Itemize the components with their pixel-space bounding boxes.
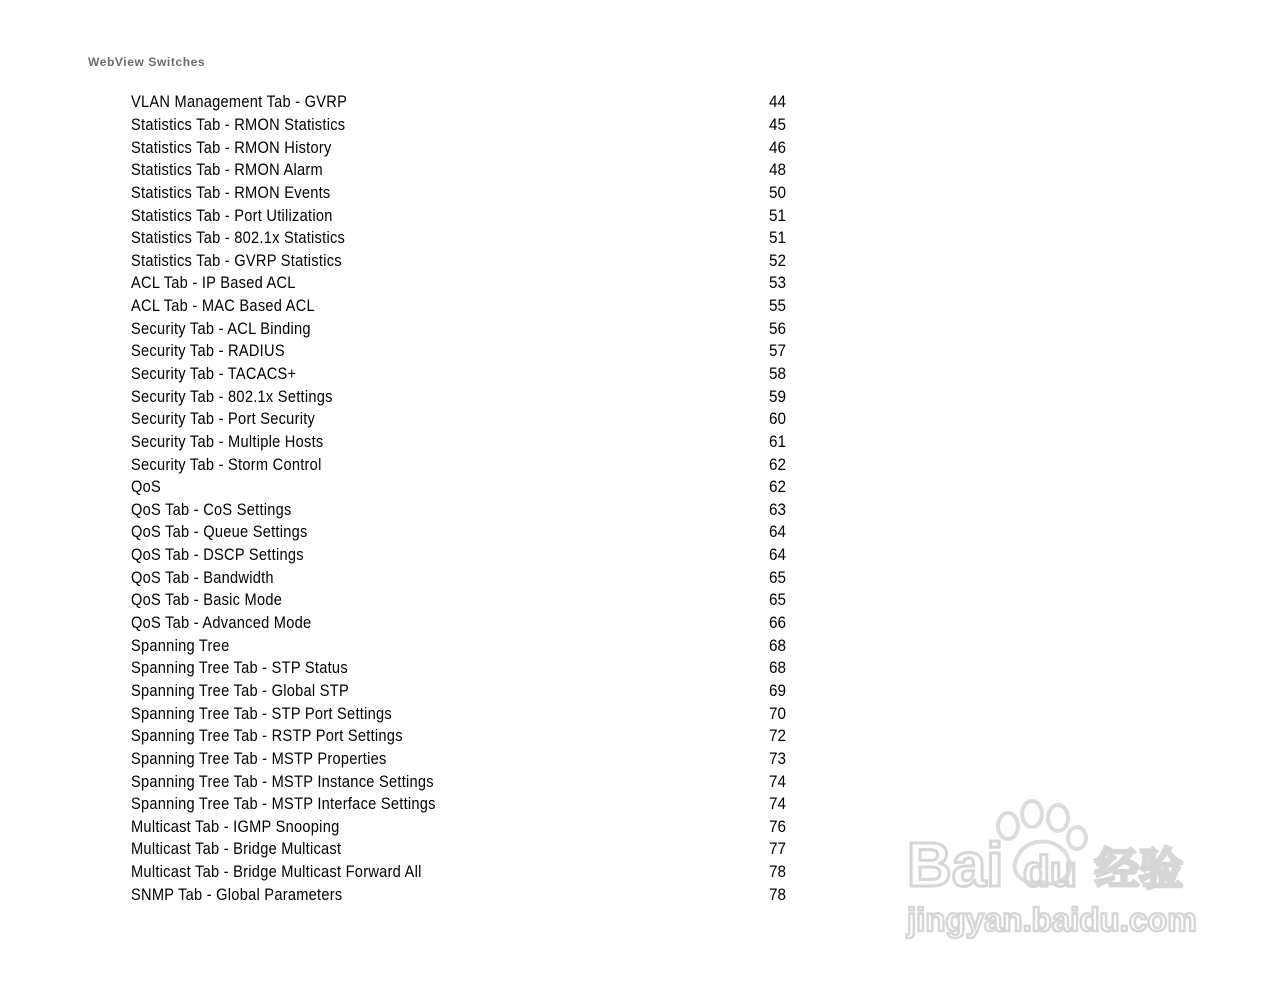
toc-entry-title: Spanning Tree Tab - RSTP Port Settings [131, 726, 403, 746]
toc-entry-title: Spanning Tree [131, 635, 230, 655]
toc-entry-title: Spanning Tree Tab - MSTP Instance Settings [131, 771, 434, 791]
toc-entry[interactable] [131, 91, 786, 114]
toc-entry-title: Statistics Tab - 802.1x Statistics [131, 228, 346, 248]
toc-entry-page-number: 62 [768, 454, 786, 474]
toc-entry-title: Spanning Tree Tab - MSTP Properties [131, 748, 387, 768]
toc-entry-title: Statistics Tab - Port Utilization [131, 205, 333, 225]
toc-entry-page-number: 64 [768, 545, 786, 565]
toc-entry[interactable] [131, 793, 786, 816]
toc-entry[interactable] [131, 838, 786, 861]
watermark-brand-cn: 经验 [1095, 844, 1183, 895]
toc-entry-title: Spanning Tree Tab - MSTP Interface Settings [131, 794, 436, 814]
toc-entry[interactable] [131, 499, 786, 522]
toc-entry[interactable] [131, 272, 786, 295]
toc-entry[interactable] [131, 770, 786, 793]
toc-entry-page-number: 55 [768, 296, 786, 316]
table-of-contents [131, 91, 786, 906]
toc-entry-title: Statistics Tab - GVRP Statistics [131, 250, 342, 270]
toc-entry[interactable] [131, 159, 786, 182]
toc-entry-title: Security Tab - Multiple Hosts [131, 431, 324, 451]
toc-entry-page-number: 63 [768, 499, 786, 519]
toc-entry-title: Statistics Tab - RMON Alarm [131, 160, 323, 180]
baidu-jingyan-watermark [905, 796, 1205, 946]
toc-entry-title: Security Tab - Port Security [131, 409, 316, 429]
toc-entry-title: Spanning Tree Tab - STP Status [131, 658, 348, 678]
toc-entry-title: Statistics Tab - RMON Events [131, 182, 331, 202]
toc-entry[interactable] [131, 883, 786, 906]
toc-entry[interactable] [131, 634, 786, 657]
toc-entry-title: Spanning Tree Tab - Global STP [131, 680, 349, 700]
toc-entry-page-number: 65 [768, 567, 786, 587]
toc-entry[interactable] [131, 861, 786, 884]
toc-entry-page-number: 74 [768, 794, 786, 814]
toc-entry-title: Statistics Tab - RMON Statistics [131, 114, 346, 134]
toc-entry-title: Security Tab - 802.1x Settings [131, 386, 333, 406]
toc-entry-page-number: 60 [768, 409, 786, 429]
toc-entry[interactable] [131, 816, 786, 839]
toc-entry[interactable] [131, 317, 786, 340]
toc-entry[interactable] [131, 702, 786, 725]
toc-entry-title: Security Tab - TACACS+ [131, 364, 297, 383]
toc-entry-page-number: 77 [768, 839, 786, 859]
toc-entry-title: Multicast Tab - Bridge Multicast [131, 839, 342, 859]
toc-entry[interactable] [131, 249, 786, 272]
toc-entry-page-number: 78 [768, 884, 786, 904]
watermark-brand-left: Bai [907, 831, 1004, 900]
toc-entry-page-number: 72 [768, 726, 786, 746]
toc-entry-title: QoS Tab - Advanced Mode [131, 613, 312, 633]
toc-entry-page-number: 48 [768, 160, 786, 180]
toc-entry-title: VLAN Management Tab - GVRP [131, 92, 348, 112]
toc-entry-title: QoS Tab - CoS Settings [131, 499, 292, 519]
toc-entry[interactable] [131, 114, 786, 137]
toc-entry-page-number: 50 [768, 182, 786, 202]
toc-entry[interactable] [131, 408, 786, 431]
toc-entry-page-number: 78 [768, 862, 786, 882]
toc-entry-title: QoS Tab - Queue Settings [131, 522, 308, 542]
toc-entry-title: Spanning Tree Tab - STP Port Settings [131, 703, 392, 723]
toc-entry-page-number: 46 [768, 137, 786, 157]
toc-entry[interactable] [131, 363, 786, 386]
toc-entry[interactable] [131, 385, 786, 408]
toc-entry-title: Security Tab - RADIUS [131, 341, 285, 361]
toc-entry-page-number: 70 [768, 703, 786, 723]
toc-entry[interactable] [131, 453, 786, 476]
toc-entry-title: Security Tab - Storm Control [131, 454, 322, 474]
toc-entry[interactable] [131, 136, 786, 159]
toc-entry-page-number: 74 [768, 771, 786, 791]
toc-entry[interactable] [131, 748, 786, 771]
toc-entry-title: ACL Tab - MAC Based ACL [131, 296, 315, 316]
toc-entry-page-number: 73 [768, 748, 786, 768]
toc-entry-page-number: 45 [768, 114, 786, 134]
toc-entry-page-number: 51 [768, 228, 786, 248]
toc-entry-page-number: 65 [768, 590, 786, 610]
toc-entry-title: QoS Tab - Bandwidth [131, 567, 274, 587]
toc-entry[interactable] [131, 544, 786, 567]
toc-entry-page-number: 66 [768, 613, 786, 633]
toc-entry[interactable] [131, 521, 786, 544]
watermark-url: jingyan.baidu.com [907, 901, 1197, 938]
toc-entry[interactable] [131, 566, 786, 589]
toc-entry-page-number: 51 [768, 205, 786, 225]
toc-entry[interactable] [131, 340, 786, 363]
toc-entry[interactable] [131, 227, 786, 250]
toc-entry[interactable] [131, 295, 786, 318]
toc-entry[interactable] [131, 657, 786, 680]
running-header: WebView Switches [88, 55, 206, 69]
toc-entry-title: ACL Tab - IP Based ACL [131, 273, 296, 293]
toc-entry-page-number: 52 [768, 250, 786, 270]
toc-entry-title: Security Tab - ACL Binding [131, 318, 311, 338]
toc-entry-title: QoS Tab - DSCP Settings [131, 545, 304, 565]
toc-entry-page-number: 62 [768, 477, 786, 497]
toc-entry-page-number: 76 [768, 816, 786, 836]
toc-entry-title: Statistics Tab - RMON History [131, 137, 332, 157]
toc-entry-title: QoS Tab - Basic Mode [131, 590, 283, 610]
toc-entry-page-number: 61 [768, 431, 786, 451]
toc-entry[interactable] [131, 204, 786, 227]
toc-entry-page-number: 68 [768, 658, 786, 678]
toc-entry-page-number: 69 [768, 680, 786, 700]
toc-entry[interactable] [131, 589, 786, 612]
toc-entry[interactable] [131, 612, 786, 635]
toc-entry[interactable] [131, 182, 786, 205]
toc-entry-title: Multicast Tab - IGMP Snooping [131, 816, 340, 836]
toc-entry-page-number: 53 [768, 273, 786, 293]
toc-entry[interactable] [131, 680, 786, 703]
toc-entry-title: Multicast Tab - Bridge Multicast Forward All [131, 862, 422, 882]
toc-entry[interactable] [131, 725, 786, 748]
toc-entry-page-number: 64 [768, 522, 786, 542]
toc-entry-page-number: 56 [768, 318, 786, 338]
toc-entry-title: QoS [131, 477, 162, 497]
toc-entry-title: SNMP Tab - Global Parameters [131, 884, 343, 904]
toc-entry-page-number: 58 [768, 364, 786, 383]
watermark-brand-right: du [1023, 847, 1077, 896]
toc-entry[interactable] [131, 431, 786, 454]
toc-entry-page-number: 57 [768, 341, 786, 361]
toc-entry-page-number: 68 [768, 635, 786, 655]
toc-entry-page-number: 44 [768, 92, 786, 112]
toc-entry-page-number: 59 [768, 386, 786, 406]
toc-entry[interactable] [131, 476, 786, 499]
